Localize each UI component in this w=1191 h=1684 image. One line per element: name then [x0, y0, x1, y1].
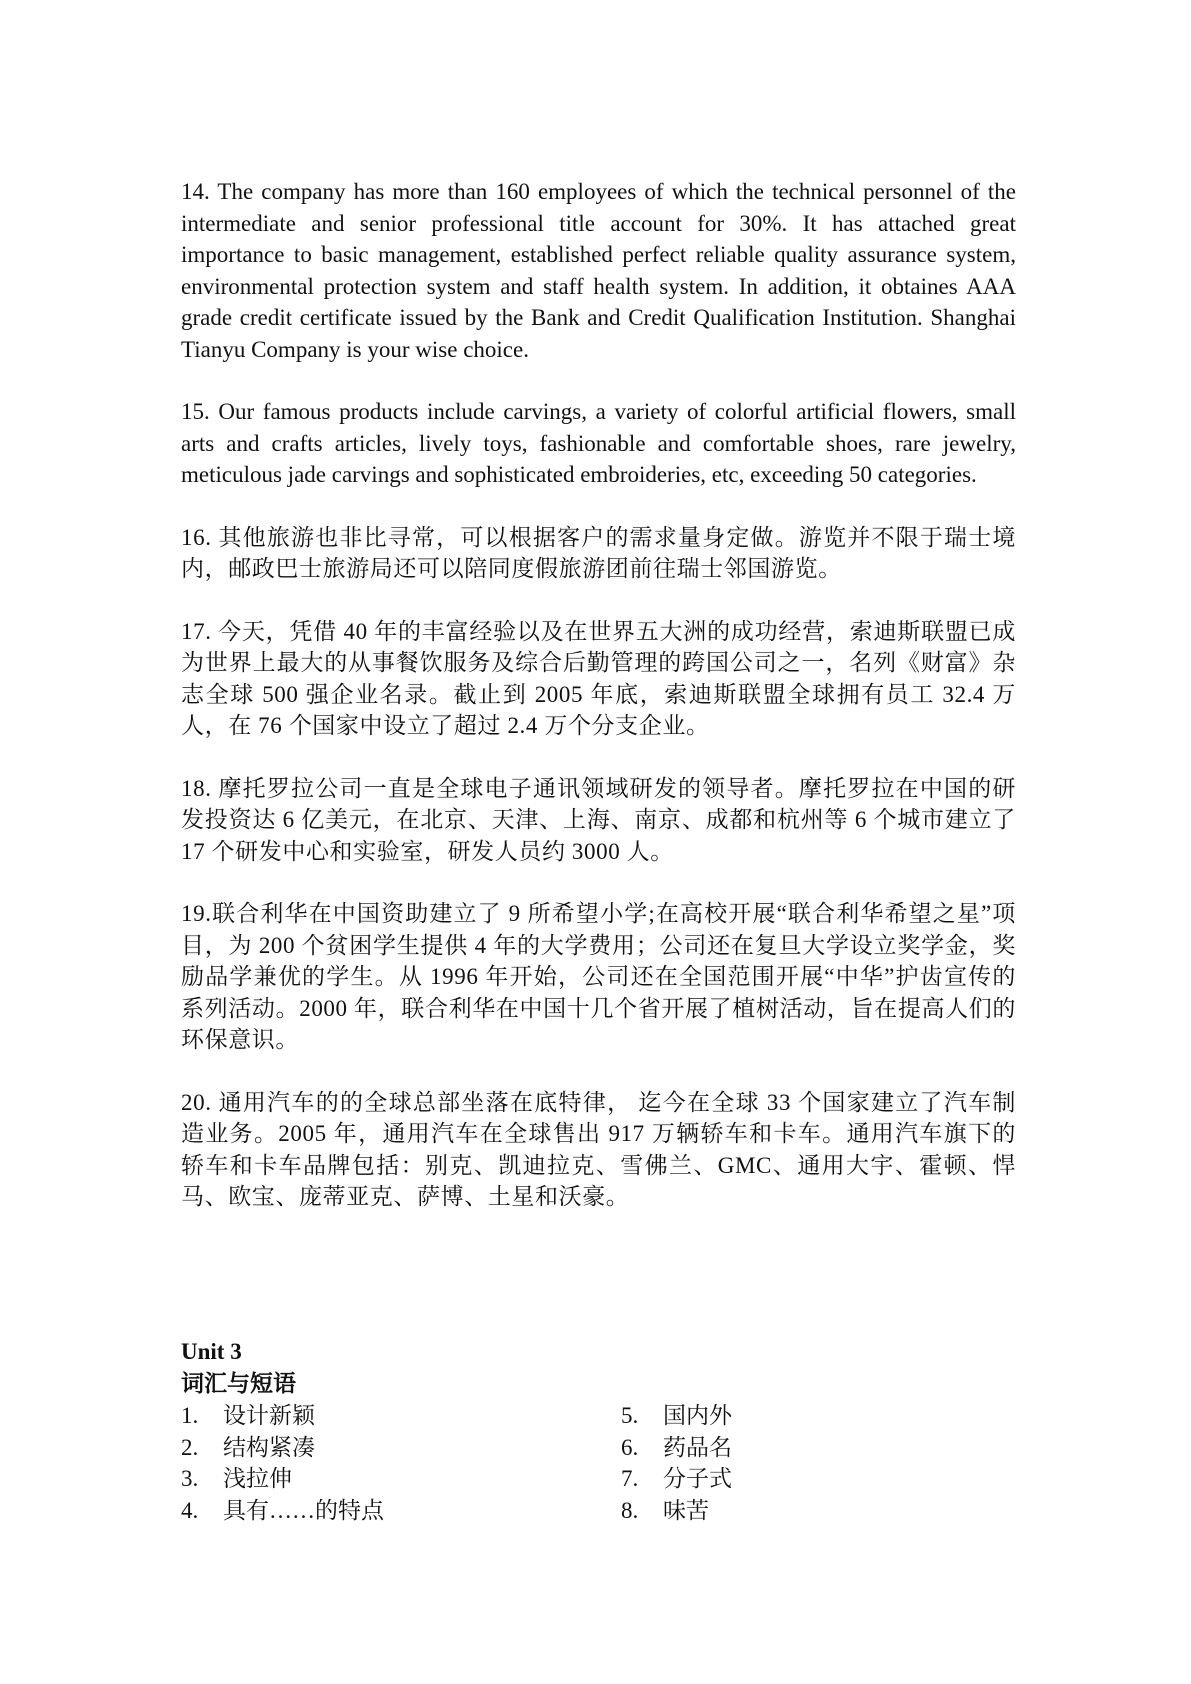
vocab-text: 结构紧凑 — [223, 1434, 315, 1460]
unit-title: Unit 3 — [181, 1339, 242, 1364]
vocab-item — [621, 1432, 1016, 1464]
document-body — [181, 176, 1016, 1244]
vocab-number: 2. — [181, 1434, 199, 1460]
section-title: 词汇与短语 — [181, 1371, 296, 1396]
vocab-text: 设计新颖 — [223, 1403, 315, 1428]
vocab-number: 3. — [181, 1466, 199, 1491]
vocab-number: 6. — [621, 1434, 639, 1460]
vocab-item — [621, 1463, 1016, 1495]
vocab-item — [621, 1400, 1016, 1432]
vocab-number: 5. — [621, 1403, 639, 1428]
paragraph-19: 19.联合利华在中国资助建立了 9 所希望小学;在高校开展“联合利华希望之星”项目，为 200 个贫困学生提供 4 年的大学费用；公司还在复旦大学设立奖学金，奖励品学兼优的学生。从 1996 年开始，公司还在全国范围开展“中华”护齿宣传的系列活动。2000 年，联合利华在中国十几个省开展了植树活动，旨在提高人们的环保意识。 — [181, 901, 1016, 1052]
vocab-text: 具有……的特点 — [223, 1497, 384, 1523]
vocab-item — [621, 1495, 1016, 1527]
unit-section — [181, 1336, 1016, 1526]
vocab-list — [181, 1400, 1016, 1526]
paragraph-18: 18. 摩托罗拉公司一直是全球电子通讯领域研发的领导者。摩托罗拉在中国的研发投资达 6 亿美元，在北京、天津、上海、南京、成都和杭州等 6 个城市建立了 17 个研发中心和实验室，研发人员约 3000 人。 — [181, 775, 1016, 864]
vocab-item — [181, 1463, 621, 1495]
vocab-item — [181, 1432, 621, 1464]
vocab-text: 分子式 — [663, 1466, 732, 1491]
vocab-text: 国内外 — [663, 1403, 732, 1428]
vocab-number: 4. — [181, 1497, 199, 1523]
vocab-number: 8. — [621, 1497, 639, 1523]
vocab-text: 味苦 — [663, 1497, 709, 1523]
paragraph-16: 16. 其他旅游也非比寻常，可以根据客户的需求量身定做。游览并不限于瑞士境内，邮政巴士旅游局还可以陪同度假旅游团前往瑞士邻国游览。 — [181, 524, 1016, 581]
vocab-text: 药品名 — [663, 1434, 732, 1460]
paragraph-17: 17. 今天，凭借 40 年的丰富经验以及在世界五大洲的成功经营，索迪斯联盟已成为世界上最大的从事餐饮服务及综合后勤管理的跨国公司之一，名列《财富》杂志全球 500 强企业名录。截止到 2005 年底，索迪斯联盟全球拥有员工 32.4 万人，在 76 个国家中设立了超过 2.4 万个分支企业。 — [181, 618, 1016, 738]
vocab-item — [181, 1495, 621, 1527]
paragraph-20: 20. 通用汽车的的全球总部坐落在底特律， 迄今在全球 33 个国家建立了汽车制造业务。2005 年，通用汽车在全球售出 917 万辆轿车和卡车。通用汽车旗下的轿车和卡车品牌包括：别克、凯迪拉克、雪佛兰、GMC、通用大宇、霍顿、悍马、欧宝、庞蒂亚克、萨博、土星和沃豪。 — [181, 1089, 1016, 1209]
vocab-text: 浅拉伸 — [223, 1466, 292, 1491]
vocab-item — [181, 1400, 621, 1432]
vocab-number: 7. — [621, 1466, 639, 1491]
paragraph-15: 15. Our famous products include carvings, a variety of colorful artificial flowers, small arts and crafts articles, lively toys, fashionable and comfortable shoes, rare jewelry, meticulous jade carvings and sophisticated embroideries, etc, exceeding 50 categories. — [181, 399, 1016, 487]
vocab-number: 1. — [181, 1403, 199, 1428]
paragraph-14: 14. The company has more than 160 employees of which the technical personnel of the intermediate and senior professional title account for 30%. It has attached great importance to basic management, established perfect reliable quality assurance system, environmental protection system and staff health system. In addition, it obtaines AAA grade credit certificate issued by the Bank and Credit Qualification Institution. Shanghai Tianyu Company is your wise choice. — [181, 179, 1016, 362]
